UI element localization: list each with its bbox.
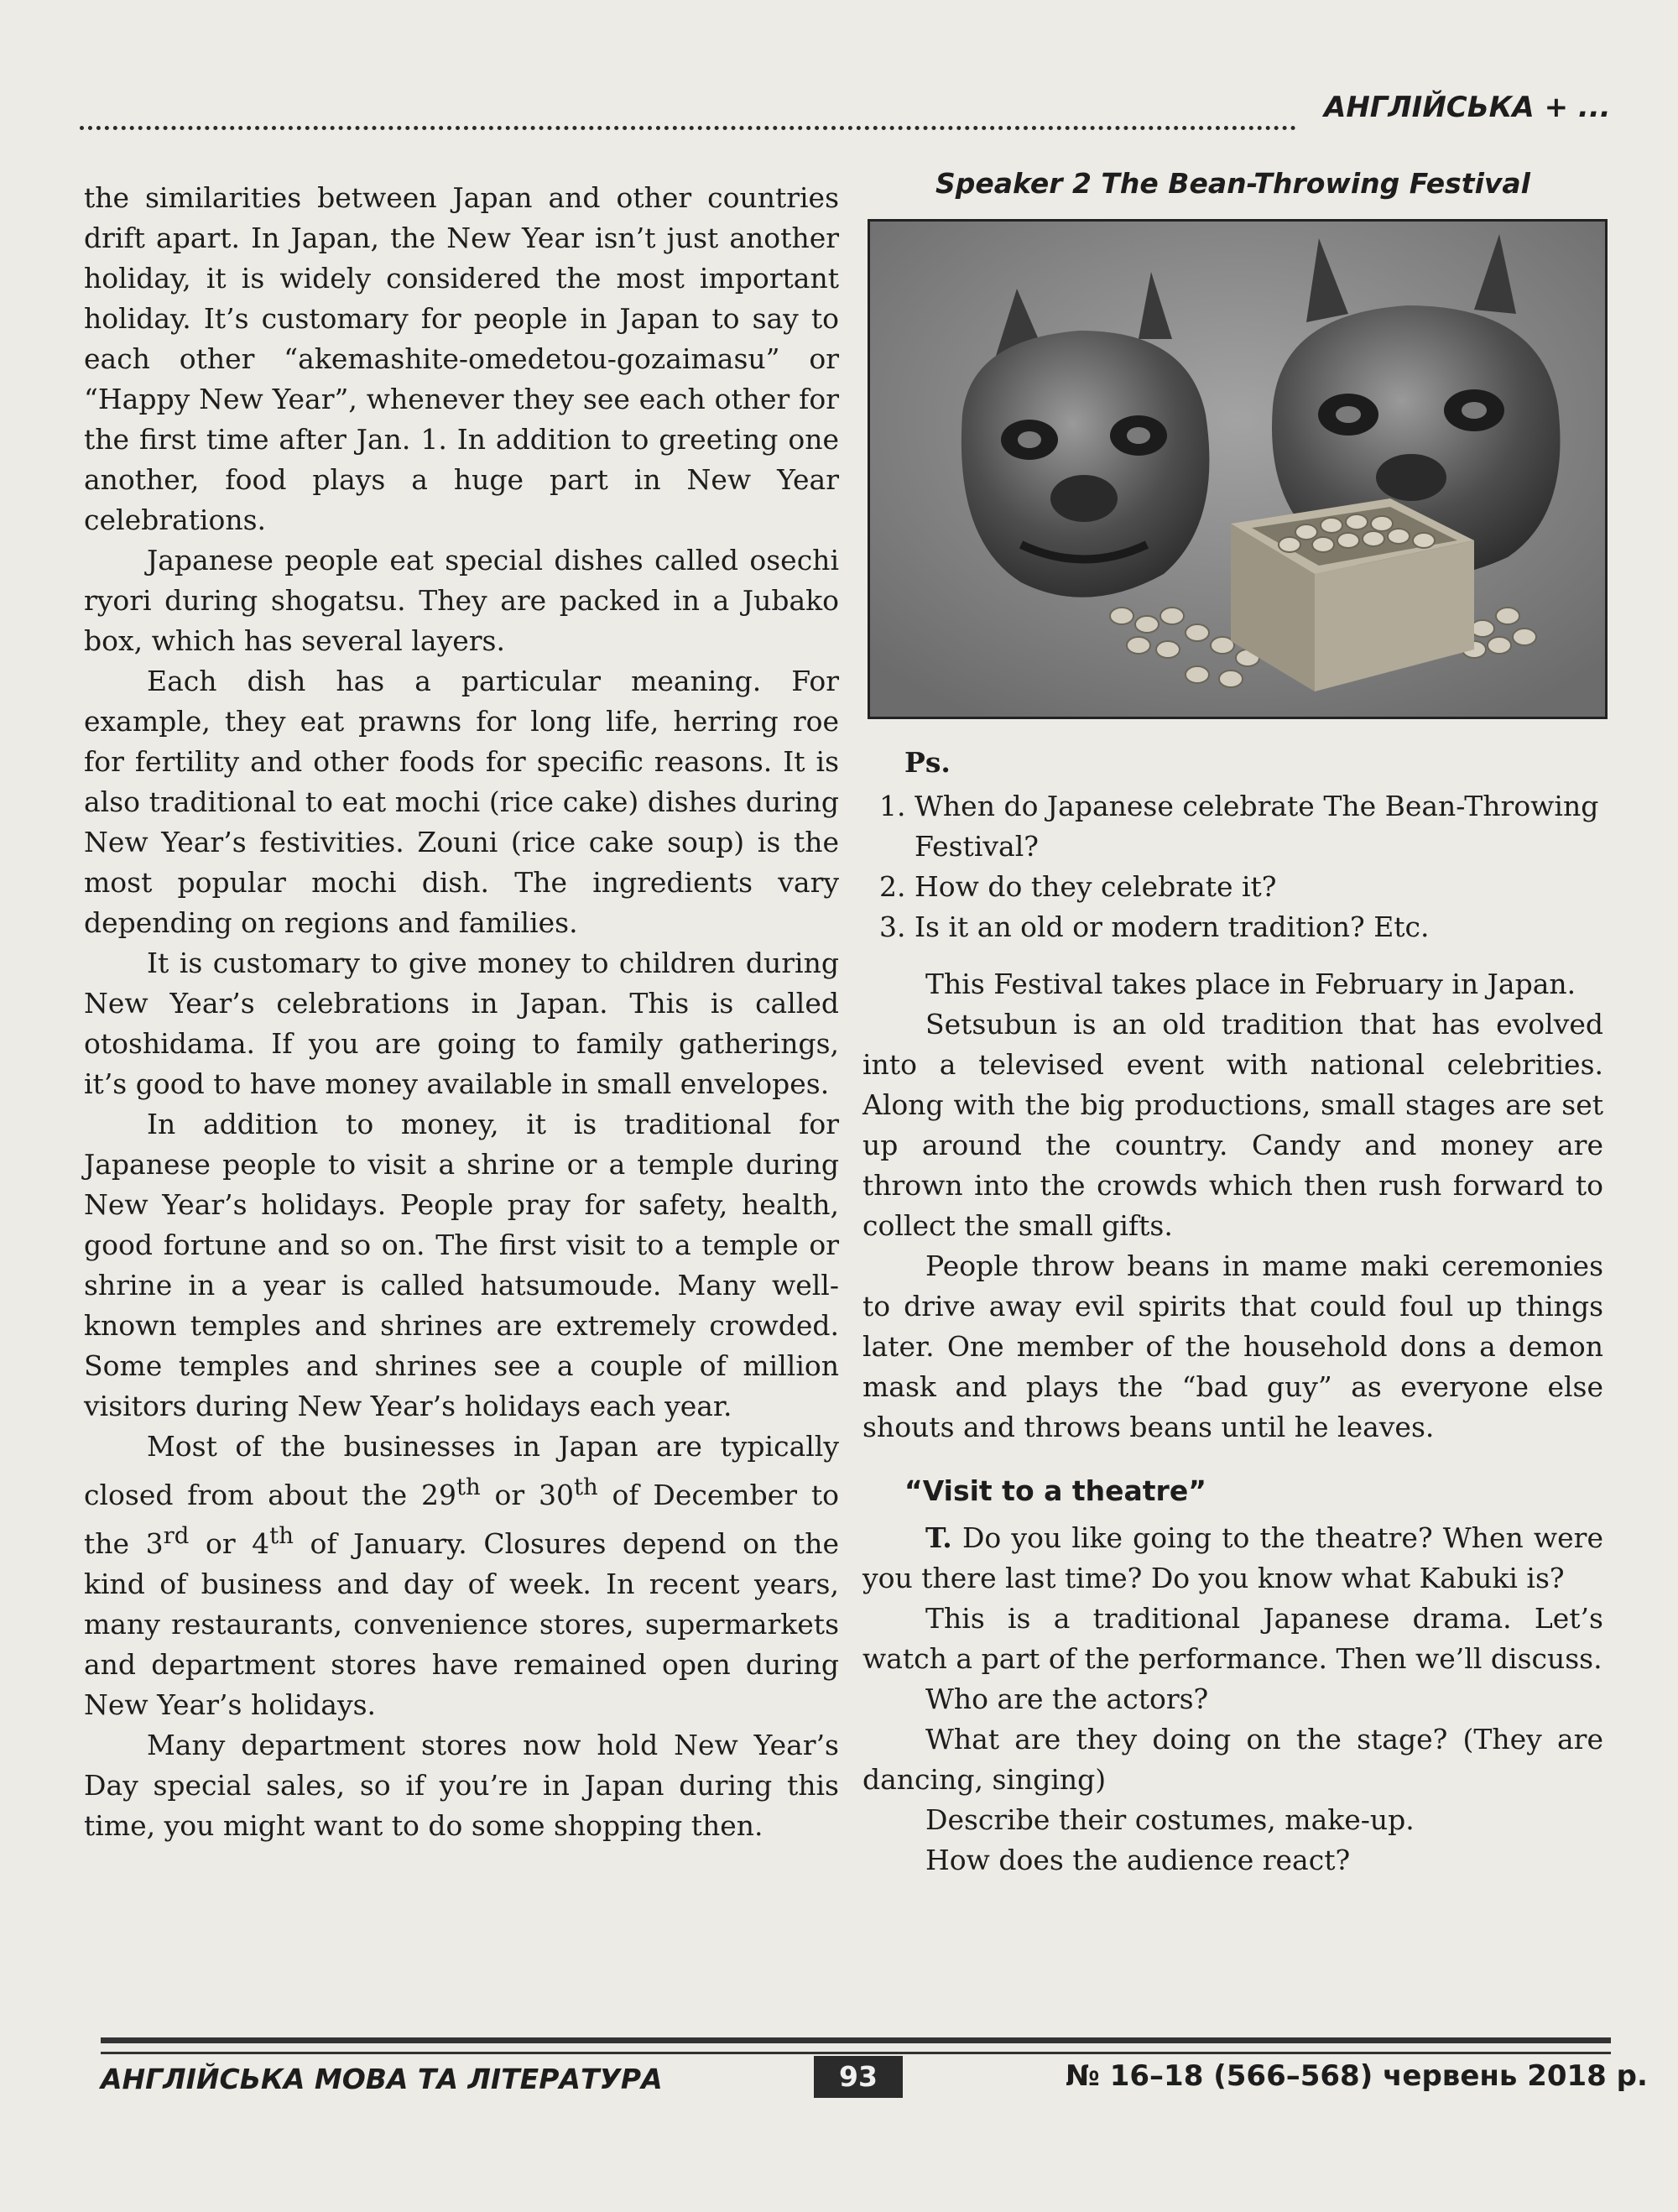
speaker-heading: Speaker 2 The Bean-Throwing Festival	[935, 167, 1530, 200]
text-run: of January. Closures depend on the kind of business and day of week. In recent years, many restaurants, convenience stores, supermarkets and department stores have remained open during New Year’s holidays.	[84, 1527, 839, 1721]
superscript: th	[269, 1522, 294, 1549]
paragraph: Setsubun is an old tradition that has evolved into a televised event with national celebrities. Along with the big productions, small stages are set up around the country. Candy and money are thrown into the crowds which then rush forward to collect the small gifts.	[862, 1008, 1603, 1242]
masks-and-beans-illustration	[870, 222, 1605, 717]
questions-list	[862, 786, 1603, 947]
demon-masks-photo	[868, 219, 1608, 719]
paragraph: This Festival takes place in February in Japan.	[925, 968, 1576, 1000]
paragraph: Each dish has a particular meaning. For example, they eat prawns for long life, herring roe for fertility and other foods for specific reasons. It is also traditional to eat mochi (rice cake) dishes during New Year’s festivities. Zouni (rice cake soup) is the most popular mochi dish. The ingredients vary depending on regions and families.	[84, 665, 839, 939]
text-run: or 30	[480, 1479, 574, 1511]
list-item: 2. How do they celebrate it?	[915, 867, 1603, 907]
issue-info: № 16–18 (566–568) червень 2018 р.	[1066, 2059, 1648, 2093]
text-run: or 4	[189, 1527, 270, 1560]
teacher-label: T.	[925, 1521, 952, 1554]
right-column	[862, 164, 1603, 1881]
spacer	[862, 947, 1603, 964]
paragraph: What are they doing on the stage? (They are dancing, singing)	[862, 1723, 1603, 1796]
footer-rule	[101, 2037, 1611, 2054]
list-item: 1. When do Japanese celebrate The Bean-Throwing Festival?	[915, 786, 1603, 867]
text-run: Most of the businesses in Japan are typically closed from about the 29	[84, 1430, 839, 1511]
paragraph: This is a traditional Japanese drama. Let’s watch a part of the performance. Then we’ll discuss.	[862, 1602, 1603, 1675]
paragraph: Who are the actors?	[925, 1682, 1209, 1715]
ps-label: Ps.	[904, 746, 951, 779]
closures-paragraph	[84, 1427, 839, 1725]
left-column	[84, 178, 839, 1846]
page-number: 93	[814, 2056, 903, 2098]
header-dotted-rule	[80, 126, 1296, 130]
paragraph: Describe their costumes, make-up.	[925, 1803, 1415, 1836]
teacher-paragraph	[862, 1518, 1603, 1599]
journal-title: АНГЛІЙСЬКА МОВА ТА ЛІТЕРАТУРА	[101, 2063, 663, 2095]
paragraph: Japanese people eat special dishes called osechi ryori during shogatsu. They are packed in a Jubako box, which has several layers.	[84, 544, 839, 657]
visit-heading: “Visit to a theatre”	[904, 1474, 1206, 1507]
paragraph: People throw beans in mame maki ceremonies to drive away evil spirits that could foul up things later. One member of the household dons a demon mask and plays the “bad guy” as everyone else shouts and throws beans until he leaves.	[862, 1249, 1603, 1443]
paragraph: the similarities between Japan and other countries drift apart. In Japan, the New Year isn’t just another holiday, it is widely considered the most important holiday. It’s customary for people in Japan to say to each other “akemashite-omedetou-gozaimasu” or “Happy New Year”, whenever they see each other for the first time after Jan. 1. In addition to greeting one another, food plays a huge part in New Year celebrations.	[84, 181, 839, 536]
paragraph: It is customary to give money to children during New Year’s celebrations in Japan. This is called otoshidama. If you are going to family gatherings, it’s good to have money available in small envelopes.	[84, 947, 839, 1100]
list-item: 3. Is it an old or modern tradition? Etc.	[915, 907, 1603, 947]
superscript: th	[456, 1474, 481, 1500]
paragraph: In addition to money, it is traditional for Japanese people to visit a shrine or a temple during New Year’s holidays. People pray for safety, health, good fortune and so on. The first visit to a temple or shrine in a year is called hatsumoude. Many well-known temples and shrines are extremely crowded. Some temples and shrines see a couple of million visitors during New Year’s holidays each year.	[84, 1108, 839, 1422]
paragraph: How does the audience react?	[925, 1844, 1351, 1876]
section-label: АНГЛІЙСЬКА + ...	[1324, 91, 1611, 124]
superscript: rd	[163, 1522, 190, 1549]
text-run: Do you like going to the theatre? When were you there last time? Do you know what Kabuki is?	[862, 1521, 1603, 1594]
text-run: of December to the 3	[84, 1479, 839, 1560]
paragraph: Many department stores now hold New Year’s Day special sales, so if you’re in Japan during this time, you might want to do some shopping then.	[84, 1729, 839, 1842]
superscript: th	[573, 1474, 598, 1500]
